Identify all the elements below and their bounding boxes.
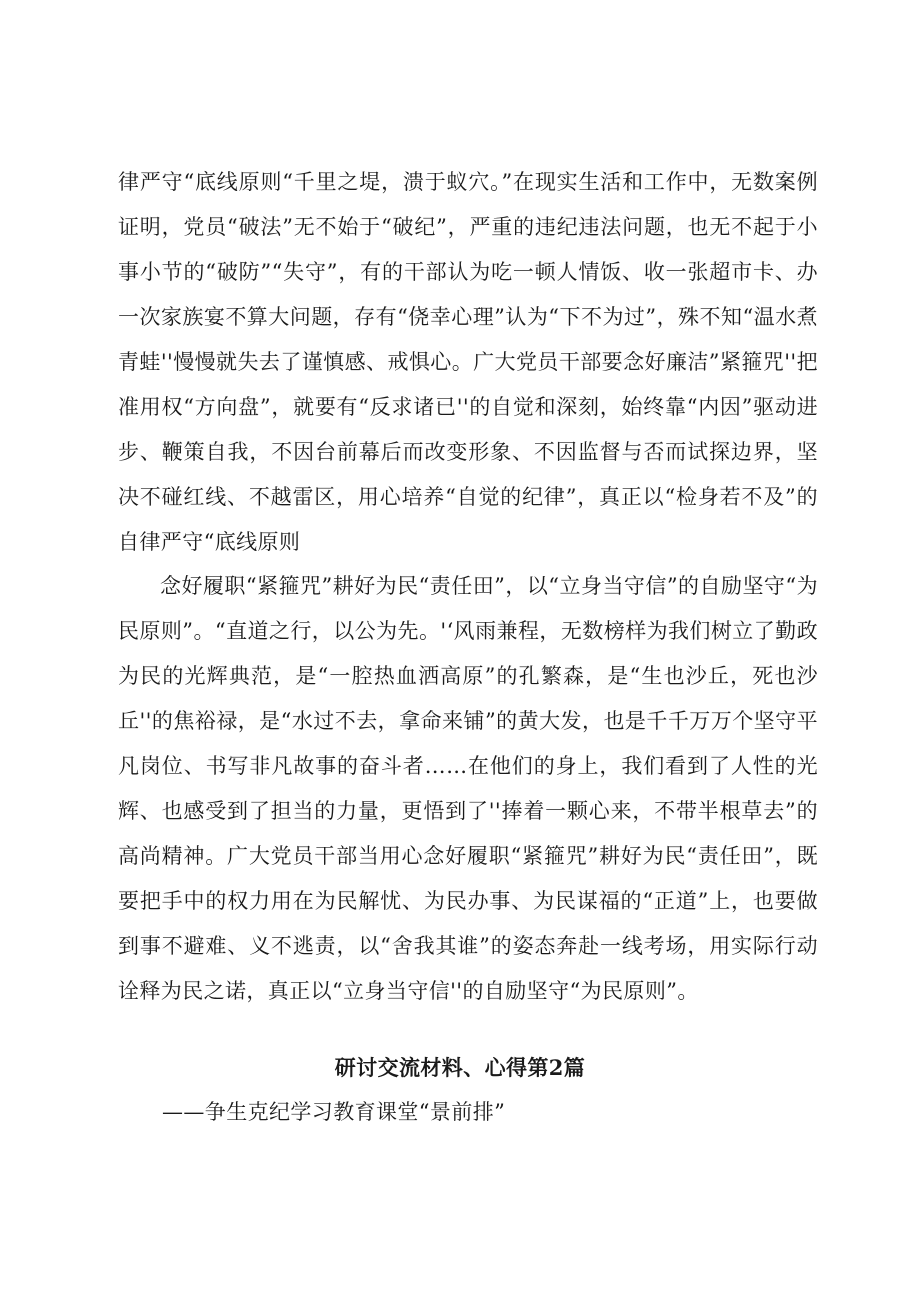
section-title: 研讨交流材料、心得第2篇	[334, 1055, 586, 1080]
body-paragraph-2: 念好履职“紧箍咒”耕好为民“责任田”，以“立身当守信”的自励坚守“为民原则”。“直道之行，以公为先。'‘风雨兼程，无数榜样为我们树立了勤政为民的光辉典范，是“一腔热血洒高原”的孔繁森，是“生也沙丘，死也沙丘''的焦裕禄，是“水过不去，拿命来铺”的黄大发，也是千千万万个坚守平凡岗位、书写非凡故事的奋斗者……在他们的身上，我们看到了人性的光辉、也感受到了担当的力量，更悟到了''捧着一颗心来，不带半根草去”的高尚精神。广大党员干部当用心念好履职“紧箍咒”耕好为民“责任田”，既要把手中的权力用在为民解忧、为民办事、为民谋福的“正道”上，也要做到事不避难、义不逃责，以“舍我其谁”的姿态奔赴一线考场，用实际行动诠释为民之诺，真正以“立身当守信''的自励坚守“为民原则”。	[118, 574, 818, 1003]
body-paragraph-1: 律严守“底线原则“千里之堤，溃于蚁穴。”在现实生活和工作中，无数案例证明，党员“破法”无不始于“破纪”，严重的违纪违法问题，也无不起于小事小节的“破防”“失守”，有的干部认为吃一顿人情饭、收一张超市卡、办一次家族宴不算大问题，存有“侥幸心理”认为“下不为过”，殊不知“温水煮青蛙''慢慢就失去了谨慎感、戒惧心。广大党员干部要念好廉洁”紧箍咒''把准用权“方向盘”，就要有“反求诸已''的自觉和深刻，始终靠“内因”驱动进步、鞭策自我，不因台前幕后而改变形象、不因监督与否而试探边界，坚决不碰红线、不越雷区，用心培养“自觉的纪律”，真正以“检身若不及”的自律严守“底线原则	[118, 170, 818, 554]
section-subtitle: ——争生克纪学习教育课堂“景前排”	[162, 1100, 506, 1124]
